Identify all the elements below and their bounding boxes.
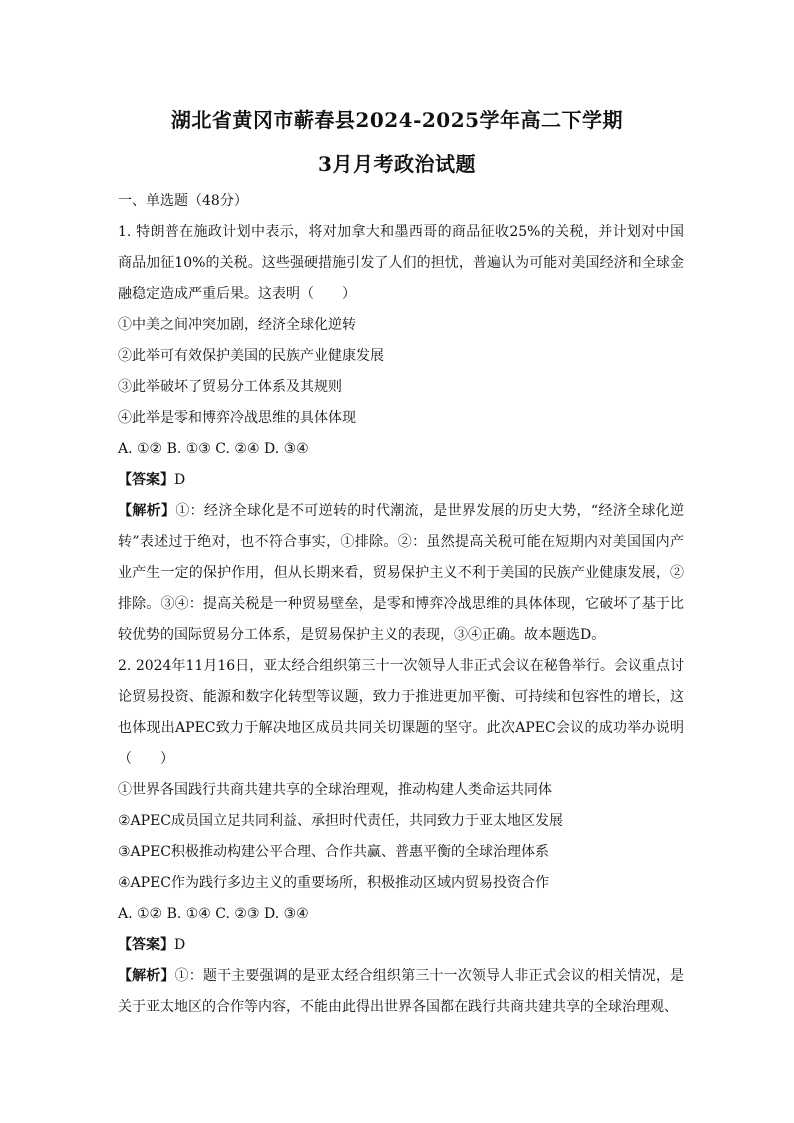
section-heading: 一、单选题（48分）	[118, 193, 248, 209]
answer-tag: 【答案】	[118, 472, 174, 488]
answer-choices: A. ①② B. ①③ C. ②④ D. ③④	[118, 441, 309, 457]
analysis-text: ①：经济全球化是不可逆转的时代潮流，是世界发展的历史大势，“经济全球化逆转”表述过于绝对，也不符合事实，①排除。②：虽然提高关税可能在短期内对美国国内产业产生一定的保护作用，但从长期来看，贸易保护主义不利于美国的民族产业健康发展，②排除。③④：提高关税是一种贸易壁垒，是零和博弈冷战思维的具体体现，它破坏了基于比较优势的国际贸易分工体系，是贸易保护主义的表现，③④正确。故本题选D。	[118, 503, 685, 643]
answer-tag: 【答案】	[118, 937, 174, 953]
analysis-tag: 【解析】	[118, 503, 176, 519]
question-stem: 1. 特朗普在施政计划中表示，将对加拿大和墨西哥的商品征收25%的关税，并计划对中国商品加征10%的关税。这些强硬措施引发了人们的担忧，普遍认为可能对美国经济和全球金融稳定造成严重后果。这表明（ ）	[118, 224, 684, 302]
answer-choices: A. ①② B. ①④ C. ②③ D. ③④	[118, 906, 309, 922]
option-3: ③APEC积极推动构建公平合理、合作共赢、普惠平衡的全球治理体系	[118, 844, 550, 860]
answer-value: D	[174, 472, 186, 488]
question-1	[118, 217, 684, 651]
option-2: ②APEC成员国立足共同利益、承担时代责任，共同致力于亚太地区发展	[118, 813, 564, 829]
analysis	[118, 961, 684, 1023]
question-2	[118, 651, 684, 1023]
option-4: ④此举是零和博弈冷战思维的具体体现	[118, 410, 356, 426]
document-title-line2: 3月月考政治试题	[318, 152, 476, 176]
answer-value: D	[174, 937, 186, 953]
analysis-text: ①：题干主要强调的是亚太经合组织第三十一次领导人非正式会议的相关情况，是关于亚太地区的合作等内容，不能由此得出世界各国都在践行共商共建共享的全球治理观、	[118, 968, 685, 1015]
option-1: ①中美之间冲突加剧，经济全球化逆转	[118, 317, 356, 333]
answer-line	[118, 930, 684, 961]
document-title-line1: 湖北省黄冈市蕲春县2024-2025学年高二下学期	[170, 108, 624, 132]
question-stem: 2. 2024年11月16日，亚太经合组织第三十一次领导人非正式会议在秘鲁举行。会议重点讨论贸易投资、能源和数字化转型等议题，致力于推进更加平衡、可持续和包容性的增长，这也体现出APEC致力于解决地区成员共同关切课题的坚守。此次APEC会议的成功举办说明（ ）	[118, 658, 684, 767]
option-3: ③此举破坏了贸易分工体系及其规则	[118, 379, 342, 395]
answer-line	[118, 465, 684, 496]
analysis	[118, 496, 684, 651]
option-1: ①世界各国践行共商共建共享的全球治理观，推动构建人类命运共同体	[118, 782, 552, 798]
document-body	[118, 186, 684, 1023]
analysis-tag: 【解析】	[118, 968, 175, 984]
option-4: ④APEC作为践行多边主义的重要场所，积极推动区域内贸易投资合作	[118, 875, 550, 891]
option-2: ②此举可有效保护美国的民族产业健康发展	[118, 348, 384, 364]
